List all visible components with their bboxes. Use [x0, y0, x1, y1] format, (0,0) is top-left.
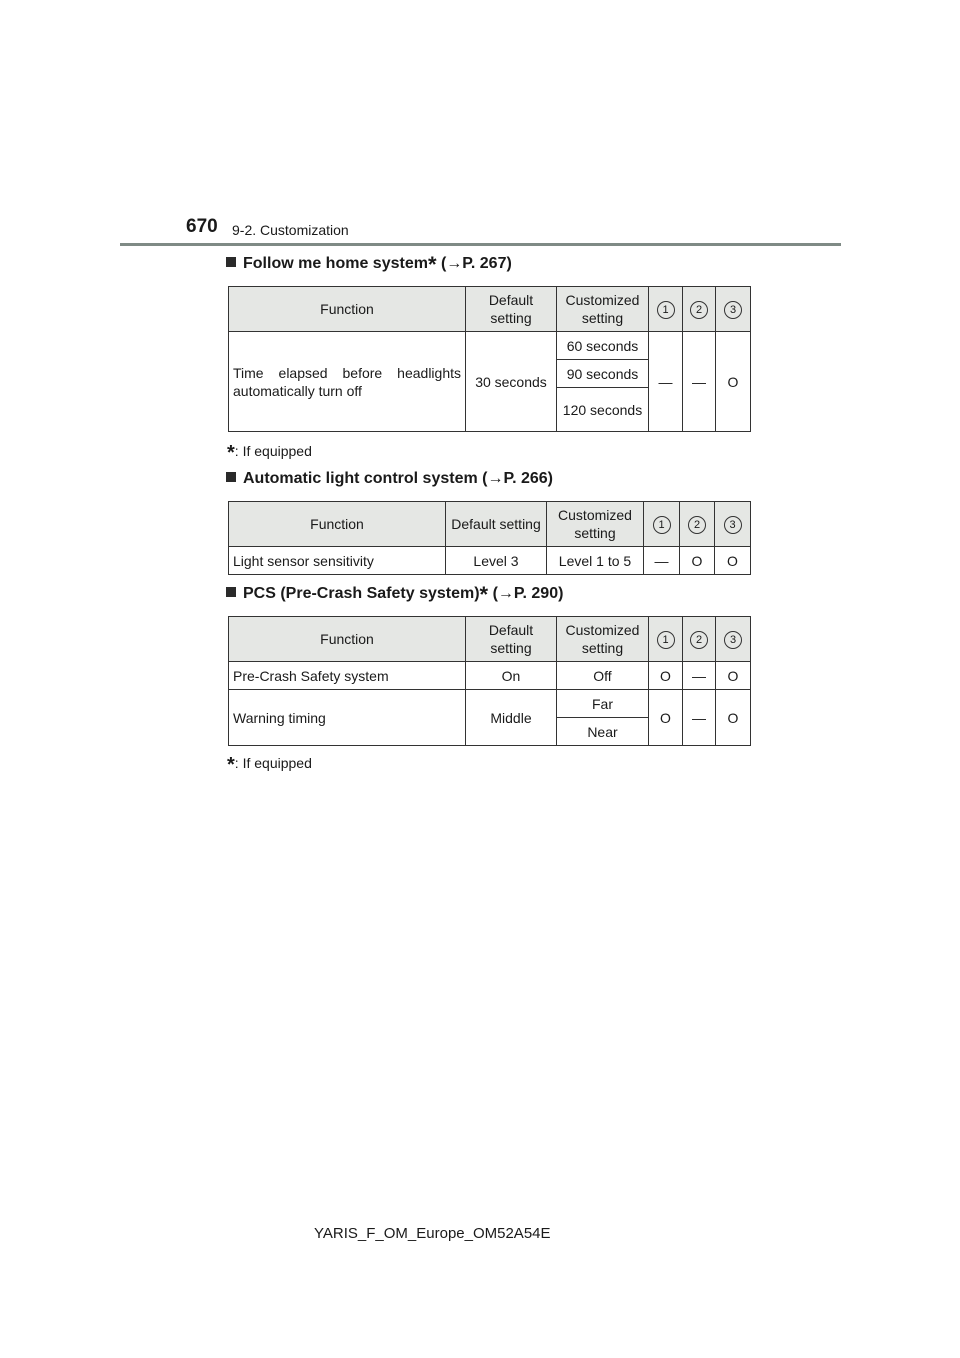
column-3 — [715, 502, 751, 547]
column-customized: Customized setting — [557, 617, 649, 662]
circled-number-1-icon: 1 — [653, 516, 671, 534]
square-bullet-icon — [226, 472, 236, 482]
heading-reference: (→P. 290) — [492, 585, 564, 602]
heading-title: PCS (Pre-Crash Safety system) — [243, 585, 480, 602]
table-header-row — [229, 617, 751, 662]
heading-reference: (→P. 266) — [482, 470, 554, 487]
square-bullet-icon — [226, 587, 236, 597]
column-default: Default setting — [466, 617, 557, 662]
footnote-text: : If equipped — [234, 443, 312, 459]
cell-c2: — — [683, 332, 716, 432]
cell-function: Pre-Crash Safety system — [229, 662, 466, 690]
table-row — [229, 332, 751, 360]
column-default: Default setting — [466, 287, 557, 332]
heading-reference: (→P. 267) — [440, 255, 512, 272]
square-bullet-icon — [226, 257, 236, 267]
cell-c1: — — [644, 547, 680, 575]
heading-auto-light — [226, 470, 553, 488]
cell-c3: O — [716, 332, 751, 432]
cell-c3: O — [715, 547, 751, 575]
table-row — [229, 662, 751, 690]
heading-follow-me-home — [226, 252, 512, 277]
column-2 — [680, 502, 715, 547]
circled-number-2-icon: 2 — [688, 516, 706, 534]
cell-c2: — — [683, 662, 716, 690]
cell-c1: O — [649, 662, 683, 690]
table-row — [229, 547, 751, 575]
circled-number-2-icon: 2 — [690, 631, 708, 649]
cell-c3: O — [716, 690, 751, 746]
follow-me-home-table — [228, 286, 751, 432]
footnote-pcs — [227, 754, 312, 776]
circled-number-3-icon: 3 — [724, 516, 742, 534]
cell-c1: O — [649, 690, 683, 746]
page-number: 670 — [186, 216, 218, 237]
cell-option: 90 seconds — [557, 360, 649, 388]
cell-default: On — [466, 662, 557, 690]
column-1 — [649, 617, 683, 662]
table-header-row — [229, 287, 751, 332]
cell-c2: — — [683, 690, 716, 746]
cell-option: 60 seconds — [557, 332, 649, 360]
column-customized: Customized setting — [557, 287, 649, 332]
column-2 — [683, 617, 716, 662]
cell-default: Middle — [466, 690, 557, 746]
circled-number-2-icon: 2 — [690, 301, 708, 319]
table-row — [229, 690, 751, 718]
asterisk-icon: * — [427, 252, 437, 277]
cell-default: Level 3 — [446, 547, 547, 575]
cell-option: Far — [557, 690, 649, 718]
auto-light-table — [228, 501, 751, 575]
cell-customized: Off — [557, 662, 649, 690]
section-label: 9-2. Customization — [232, 222, 349, 238]
footnote-text: : If equipped — [234, 755, 312, 771]
cell-c2: O — [680, 547, 715, 575]
column-function: Function — [229, 502, 446, 547]
cell-option: Near — [557, 718, 649, 746]
table-header-row — [229, 502, 751, 547]
header-rule — [120, 243, 841, 246]
asterisk-icon: * — [227, 754, 235, 776]
column-function: Function — [229, 617, 466, 662]
column-3 — [716, 617, 751, 662]
cell-option: 120 seconds — [557, 388, 649, 432]
pcs-table — [228, 616, 751, 746]
column-1 — [649, 287, 683, 332]
document-code: YARIS_F_OM_Europe_OM52A54E — [314, 1225, 551, 1242]
footnote-follow-me-home — [227, 442, 312, 464]
heading-pcs — [226, 582, 564, 607]
circled-number-3-icon: 3 — [724, 301, 742, 319]
cell-c1: — — [649, 332, 683, 432]
cell-default: 30 seconds — [466, 332, 557, 432]
circled-number-1-icon: 1 — [657, 301, 675, 319]
column-customized: Customized setting — [547, 502, 644, 547]
cell-c3: O — [716, 662, 751, 690]
column-3 — [716, 287, 751, 332]
column-1 — [644, 502, 680, 547]
asterisk-icon: * — [227, 442, 235, 464]
heading-title: Follow me home system — [243, 255, 428, 272]
column-default: Default setting — [446, 502, 547, 547]
cell-function: Warning timing — [229, 690, 466, 746]
heading-title: Automatic light control system — [243, 470, 478, 487]
cell-function: Time elapsed before headlights automatically turn off — [229, 332, 466, 432]
cell-customized: Level 1 to 5 — [547, 547, 644, 575]
asterisk-icon: * — [479, 582, 489, 607]
circled-number-3-icon: 3 — [724, 631, 742, 649]
circled-number-1-icon: 1 — [657, 631, 675, 649]
column-2 — [683, 287, 716, 332]
column-function: Function — [229, 287, 466, 332]
cell-function: Light sensor sensitivity — [229, 547, 446, 575]
